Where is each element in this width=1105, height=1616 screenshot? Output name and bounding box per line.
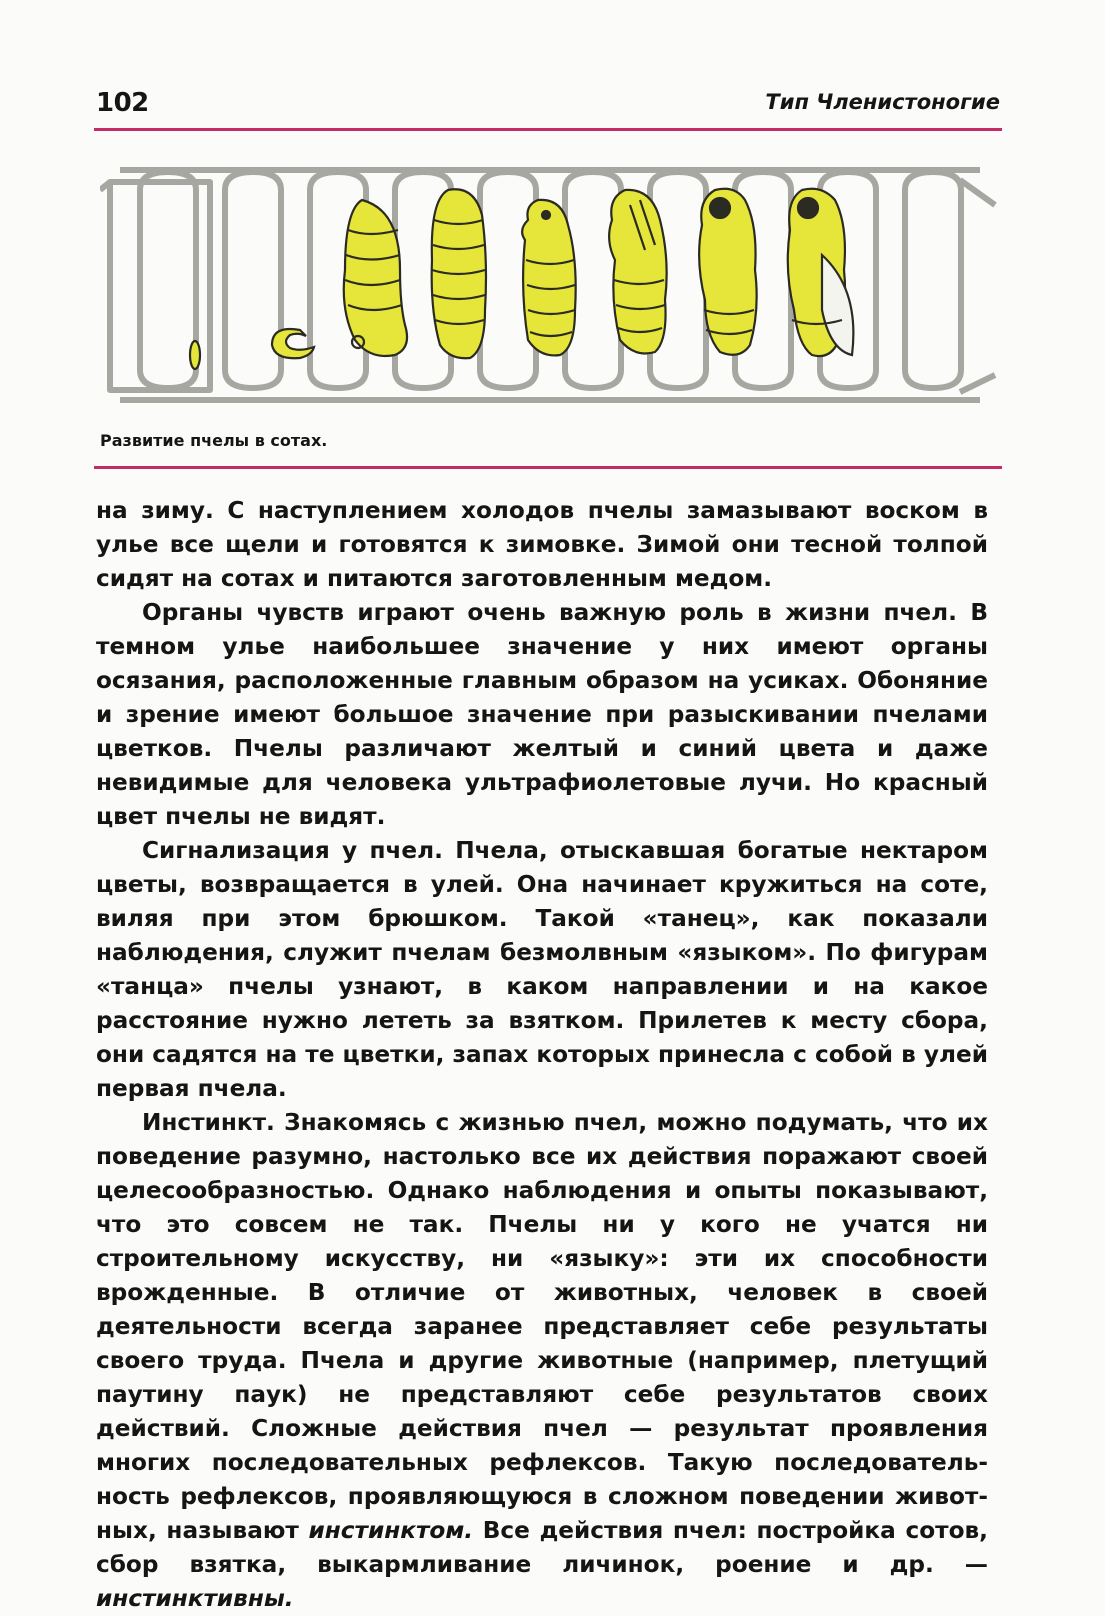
paragraph-3 <box>96 834 988 1106</box>
paragraph-4 <box>96 1106 988 1616</box>
top-divider <box>94 128 1002 131</box>
paragraph-1: на зиму. С наступлением холодов пчелы замазывают воском в улье все щели и готовятся к зимовке. Зимой они тесной толпой сидят на сотах и питаются заготовленным медом. <box>96 497 988 592</box>
paragraph-3-text: Пчела, отыскавшая богатые нектаром цветы, возвращается в улей. Она начинает кружиться на соте, виляя при этом брюшком. Такой «танец», как показали наблюдения, служит пчелам безмолвным «языком». По фигурам «танца» пчелы узнают, в каком направлении и на какое расстояние нужно лететь за взятком. Прилетев к месту сбора, они садятся на те цветки, запах которых принесла с собой в улей первая пчела. <box>96 837 988 1102</box>
running-title: Тип Членистоногие <box>765 90 1000 114</box>
term-instinctive: инстинктивны. <box>96 1585 294 1612</box>
bee-egg <box>190 341 200 369</box>
stretched-larva <box>432 189 486 358</box>
page-number: 102 <box>96 88 149 118</box>
prepupa <box>522 200 576 356</box>
section-heading-instinct: Инстинкт. <box>142 1109 275 1136</box>
adult-bee-in-cell <box>788 189 854 356</box>
term-instinct: инстинктом. <box>308 1517 474 1544</box>
section-heading-signaling: Сигнализация у пчел. <box>142 837 443 864</box>
paragraph-4-text-a: Знакомясь с жизнью пчел, можно подумать, что их поведение разумно, настолько все их действия поражают своей целесообразностью. Однако наблюдения и опыты показывают, что это совсем не так. Пчелы ни у кого не учатся ни строительному искусству, ни «языку»: эти их способности врожденные. В отличие от животных, человек в своей деятельности всегда заранее представляет себе результаты своего труда. Пчела и другие животные (например, плетущий паутину паук) не представляют себе результатов своих действий. Сложные действия пчел — результат проявления многих последовательных рефлексов. Такую последовательность рефлексов, проявляющуюся в сложном поведении животных, называют <box>96 1109 988 1544</box>
developing-pupa <box>699 189 757 355</box>
bottom-divider <box>94 466 1002 469</box>
paragraph-2: Органы чувств играют очень важную роль в жизни пчел. В темном улье наибольшее значение у них имеют органы осязания, расположенные главным образом на усиках. Обоняние и зрение имеют большое значение при разыскивании пчелами цветков. Пчелы различают желтый и синий цвета и даже невидимые для человека ультрафиолетовые лучи. Но красный цвет пчелы не видят. <box>96 599 988 830</box>
body-text <box>96 494 988 1616</box>
paragraph-4-text-b: Все действия пчел: постройка сотов, сбор взятка, выкармливание личинок, роение и др. — <box>96 1517 988 1578</box>
bee-development-illustration <box>100 160 1000 415</box>
figure-caption: Развитие пчелы в сотах. <box>100 431 328 450</box>
page-header <box>96 88 1000 122</box>
early-pupa <box>609 190 667 354</box>
